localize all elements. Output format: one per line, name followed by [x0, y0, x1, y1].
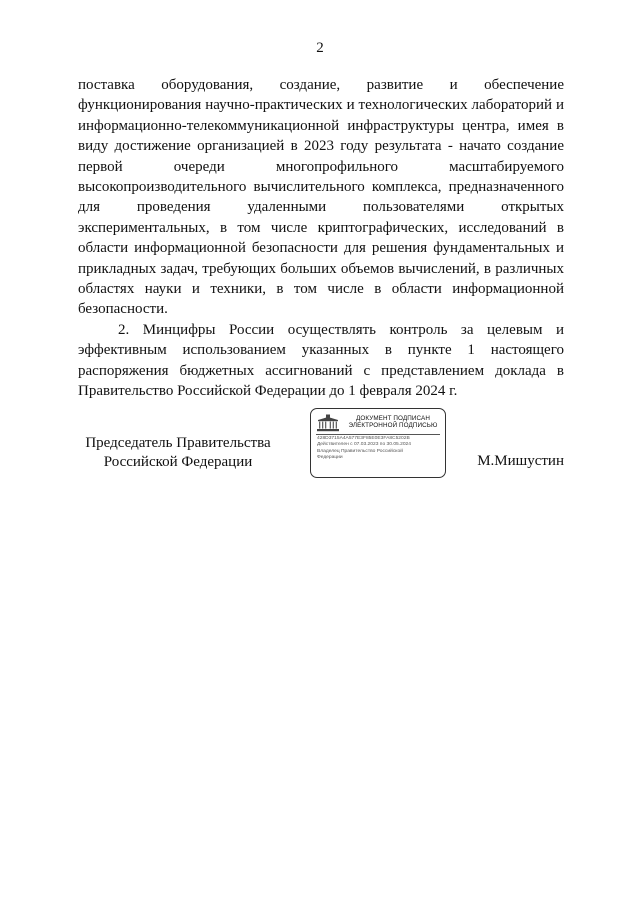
stamp-title-line-1: ДОКУМЕНТ ПОДПИСАН — [356, 415, 430, 422]
signatory-title — [78, 434, 278, 472]
stamp-validity: Действителен с 07.03.2023 по 30.05.2024 — [317, 442, 411, 448]
electronic-signature-stamp — [310, 408, 446, 478]
stamp-owner-line-1: Владелец Правительство Российской — [317, 448, 403, 454]
signatory-name: М.Мишустин — [477, 453, 564, 469]
paragraph-continuation: поставка оборудования, создание, развитие и обеспечение функционирования научно-практических и технологических лабораторий и информационно-телекоммуникационной инфраструктуры центра, имея в виду достижение организацией в 2023 году результата - начато создание первой очереди многопрофильного масштабируемого высокопроизводительного вычислительного комплекса, предназначенного для проведения удаленными пользователями открытых экспериментальных, в том числе криптографических, исследований в области информационной безопасности для решения фундаментальных и прикладных задач, требующих больших объемов вычислений, в различных областях науки и техники, в том числе в области информационной безопасности. — [78, 77, 564, 318]
government-building-icon — [316, 414, 340, 432]
stamp-owner-line-2: Федерации — [317, 455, 343, 461]
stamp-title-line-2: ЭЛЕКТРОННОЙ ПОДПИСЬЮ — [348, 422, 438, 430]
signatory-title-line-2: Российской Федерации — [103, 454, 253, 470]
paragraph-item-2: 2. Минцифры России осуществлять контроль за целевым и эффективным использованием указанных в пункте 1 настоящего распоряжения бюджетных ассигнований с представлением доклада в Правительство Российской Федерации до 1 февраля 2024 г. — [78, 321, 564, 400]
page-number: 2 — [316, 40, 324, 56]
signatory-title-line-1: Председатель Правительства — [85, 435, 271, 451]
signature-block — [78, 405, 564, 485]
document-body — [78, 75, 564, 402]
stamp-title — [345, 415, 441, 430]
stamp-certificate: 428D3715A4A577E3F85E0E3FA8C5202B — [317, 436, 410, 441]
stamp-details — [317, 436, 442, 462]
stamp-divider — [316, 434, 440, 435]
